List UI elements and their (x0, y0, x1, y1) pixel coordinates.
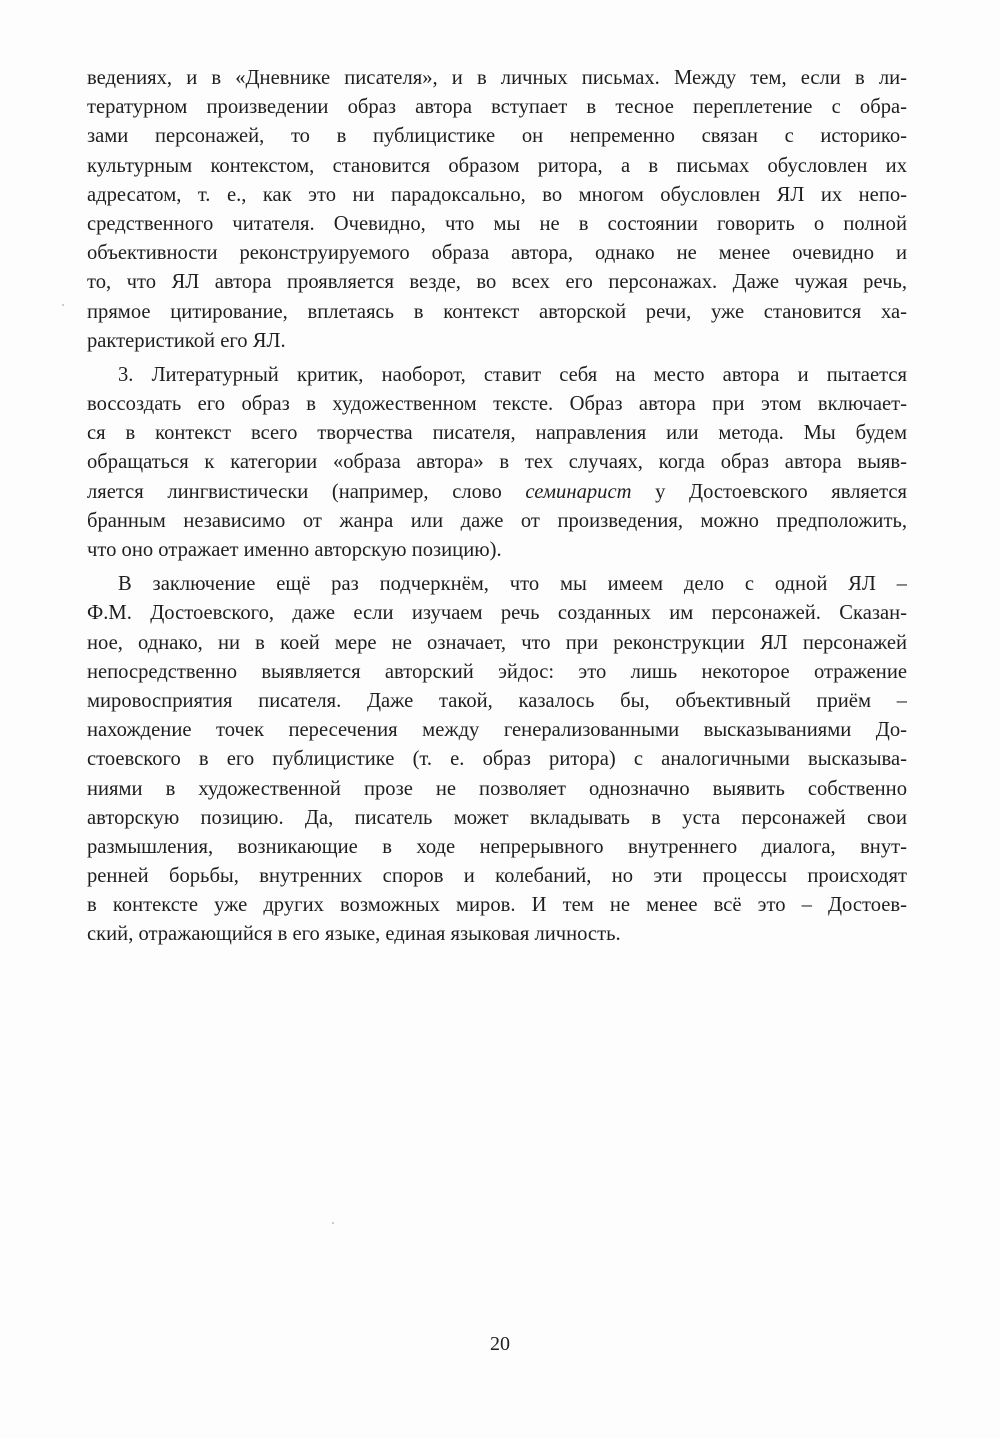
paragraph-3 (87, 570, 907, 949)
scan-speck (62, 304, 64, 306)
text-line: объективности реконструируемого образа автора, однако не менее очевидно и (87, 242, 907, 265)
text-line: зами персонажей, то в публицистике он непременно связан с историко- (87, 125, 907, 148)
text-line: ное, однако, ни в коей мере не означает, что при реконструкции ЯЛ персонажей (87, 631, 907, 654)
text-line: ниями в художественной прозе не позволяет однозначно выявить собственно (87, 777, 907, 800)
text-line: стоевского в его публицистике (т. е. образ ритора) с аналогичными высказыва- (87, 748, 907, 771)
text-line: мировосприятия писателя. Даже такой, казалось бы, объективный приём – (87, 689, 907, 712)
text-line: ся в контекст всего творчества писателя, направления или метода. Мы будем (87, 422, 907, 445)
text-line: нахождение точек пересечения между генерализованными высказываниями До- (87, 719, 907, 742)
scan-speck (332, 1222, 334, 1224)
text-segment: ляется лингвистически (например, слово (87, 480, 526, 503)
text-line: воссоздать его образ в художественном тексте. Образ автора при этом включает- (87, 393, 907, 416)
text-line: что оно отражает именно авторскую позицию). (87, 539, 502, 561)
paragraph-1 (87, 64, 907, 356)
text-line: обращаться к категории «образа автора» в тех случаях, когда образ автора выяв- (87, 451, 907, 474)
text-line: рактеристикой его ЯЛ. (87, 329, 286, 352)
text-line: 3. Литературный критик, наоборот, ставит себя на место автора и пытается (118, 363, 907, 386)
text-line: Ф.М. Достоевского, даже если изучаем речь созданных им персонажей. Сказан- (87, 602, 907, 625)
text-line: ренней борьбы, внутренних споров и колебаний, но эти процессы происходят (87, 865, 907, 888)
page-number: 20 (490, 1333, 510, 1355)
emphasized-term: семинарист (525, 480, 632, 503)
text-line: то, что ЯЛ автора проявляется везде, во всех его персонажах. Даже чужая речь, (87, 271, 907, 294)
text-line: В заключение ещё раз подчеркнём, что мы имеем дело с одной ЯЛ – (118, 573, 907, 596)
text-line: культурным контекстом, становится образом ритора, а в письмах обусловлен их (87, 154, 907, 177)
text-line: ведениях, и в «Дневнике писателя», и в личных письмах. Между тем, если в ли- (87, 67, 907, 89)
text-line: в контексте уже других возможных миров. И тем не менее всё это – Достоев- (87, 894, 907, 917)
text-line-with-emphasis (87, 478, 907, 507)
text-line: прямое цитирование, вплетаясь в контекст авторской речи, уже становится ха- (87, 300, 907, 323)
text-line: средственного читателя. Очевидно, что мы не в состоянии говорить о полной (87, 212, 907, 235)
text-line: авторскую позицию. Да, писатель может вкладывать в уста персонажей свои (87, 806, 907, 829)
text-line: размышления, возникающие в ходе непрерывного внутреннего диалога, внут- (87, 835, 907, 858)
text-line: тературном произведении образ автора вступает в тесное переплетение с обра- (87, 96, 907, 119)
paragraph-2 (87, 361, 907, 565)
text-line: ский, отражающийся в его языке, единая языковая личность. (87, 923, 621, 946)
body-text (87, 64, 907, 950)
text-segment: у Достоевского является (631, 480, 907, 503)
text-line: адресатом, т. е., как это ни парадоксально, во многом обусловлен ЯЛ их непо- (87, 183, 907, 206)
text-line: непосредственно выявляется авторский эйдос: это лишь некоторое отражение (87, 660, 907, 683)
text-line: бранным независимо от жанра или даже от произведения, можно предположить, (87, 509, 907, 532)
